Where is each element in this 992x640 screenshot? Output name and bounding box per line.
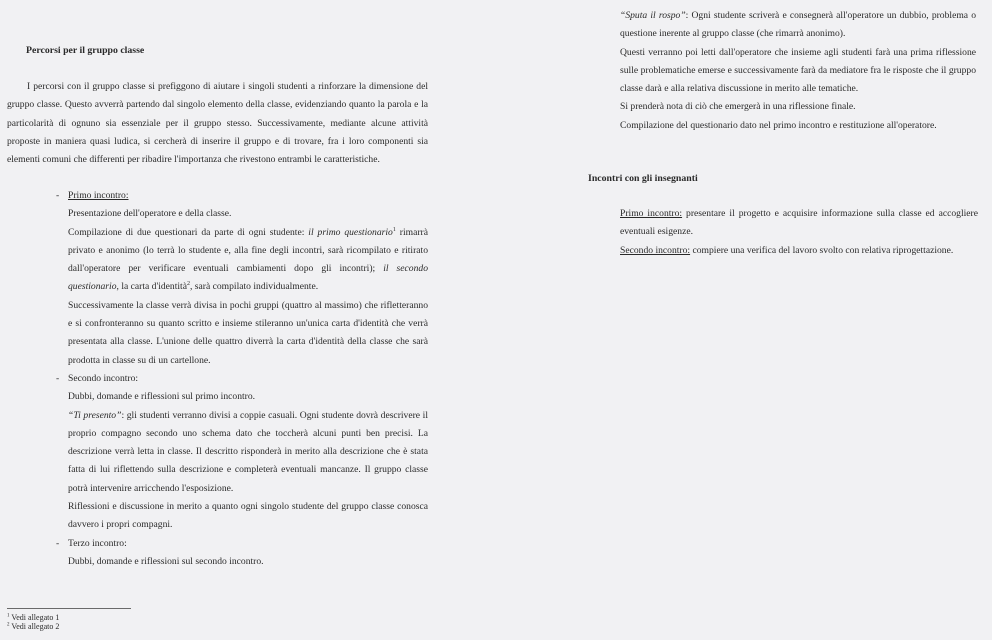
intro-paragraph — [7, 78, 428, 169]
primo-incontro-p1: Presentazione dell'operatore e della classe. — [68, 208, 232, 220]
secondo-incontro-title: Secondo incontro: — [68, 372, 139, 384]
terzo-incontro-continued — [620, 7, 976, 135]
primo-incontro-title: Primo incontro: — [68, 190, 129, 201]
footnotes — [7, 613, 59, 631]
footnote-2: $^2$ Vedi allegato 2 — [7, 622, 60, 631]
compilazione-paragraph: Compilazione del questionario dato nel primo incontro e restituzione all'operatore. — [620, 119, 937, 131]
terzo-incontro-title: Terzo incontro: — [68, 537, 127, 549]
dash-bullet: - — [56, 190, 60, 201]
insegnanti-secondo-incontro: Secondo incontro: compiere una verifica del lavoro svolto con relativa riprogettazione. — [620, 244, 954, 256]
ti-presento-label: “Ti presento” — [68, 409, 122, 421]
incontri-list — [56, 187, 429, 571]
dash-bullet: - — [56, 537, 60, 549]
sputa-il-rospo-label: “Sputa il rospo” — [620, 10, 686, 21]
riflessione-paragraph: Questi verranno poi letti dall'operatore che insieme agli studenti farà una prima riflessione sulle problematiche emerse e successivamente farà da mediatore fra le risposte che il gruppo classe darà e alla relativa discussione in merito alle tematiche. — [620, 46, 976, 95]
primo-incontro-p3: Successivamente la classe verrà divisa in pochi gruppi (quattro al massimo) che rifletteranno e si confronteranno su quanto scritto e insieme stileranno un'unica carta d'identità che verrà presentata alla classe. L'unione delle quattro diverrà la carta d'identità della classe che sarà prodotta in classe su di un cartellone. — [68, 299, 428, 366]
insegnanti-list — [620, 205, 978, 260]
insegnanti-secondo-label: Secondo incontro: — [620, 244, 691, 256]
footnote-1: $^1$ Vedi allegato 1 — [7, 613, 60, 622]
insegnanti-primo-incontro: Primo incontro: presentare il progetto e acquisire informazione sulla classe ed accogliere eventuali esigenze. — [620, 208, 978, 238]
list-item-terzo-incontro — [56, 535, 428, 572]
secondo-incontro-p1: Dubbi, domande e riflessioni sul primo incontro. — [68, 391, 256, 403]
terzo-incontro-p1: Dubbi, domande e riflessioni sul secondo incontro. — [68, 555, 264, 567]
secondo-incontro-p3: Riflessioni e discussione in merito a quanto ogni singolo studente del gruppo classe conosca davvero i propri compagni. — [68, 501, 428, 531]
right-page — [496, 0, 992, 640]
secondo-incontro-p2: “Ti presento”: gli studenti verranno divisi a coppie casuali. Ogni studente dovrà descrivere il proprio compagno secondo uno schema dato che toccherà alcuni punti ben precisi. La descrizione verrà letta in classe. Il descritto risponderà in merito alla descrizione che è stata fatta di lui riflettendo sulla descrizione e completerà eventuali mancanze. Il gruppo classe potrà intervenire arricchendo l'esposizione. — [68, 409, 429, 494]
primo-incontro-p2: Compilazione di due questionari da parte di ogni studente: il primo questionario$^1$ rimarrà privato e anonimo (lo terrà lo studente e, alla fine degli incontri, sarà ricompilato e ritirato dall'operatore per verificare eventuali cambiamenti dopo gli incontri); il secondo questionario, la carta d'identità$^2$, sarà compilato individualmente. — [68, 226, 428, 293]
nota-paragraph: Si prenderà nota di ciò che emergerà in una riflessione finale. — [620, 101, 856, 113]
footnote-divider — [7, 608, 131, 609]
insegnanti-primo-label: Primo incontro: — [620, 208, 683, 219]
section-title-gruppo-classe: Percorsi per il gruppo classe — [26, 45, 145, 56]
list-item-secondo-incontro — [56, 370, 429, 535]
intro-text: I percorsi con il gruppo classe si prefiggono di aiutare i singoli studenti a rinforzare la dimensione del gruppo classe. Questo avverrà partendo dal singolo elemento della classe, evidenziando quanto la parola e la particolarità di ognuno sia essenziale per il gruppo stesso. Successivamente, mediante alcune attività proposte in maniera quasi ludica, si cercherà di inserire il gruppo e di trovare, fra i loro componenti sia elementi comuni che differenti per ribadire l'importanza che rivestono entrambi le caratteristiche. — [7, 81, 428, 166]
section-title-insegnanti: Incontri con gli insegnanti — [588, 173, 698, 184]
footnote-ref-2: 2 — [186, 281, 190, 288]
list-item-primo-incontro — [56, 187, 428, 370]
sputa-il-rospo-paragraph: “Sputa il rospo”: Ogni studente scriverà e consegnerà all'operatore un dubbio, problema o questione inerente al gruppo classe (che rimarrà anonimo). — [620, 10, 976, 40]
footnote-ref-1: 1 — [392, 226, 396, 233]
dash-bullet: - — [56, 372, 60, 384]
